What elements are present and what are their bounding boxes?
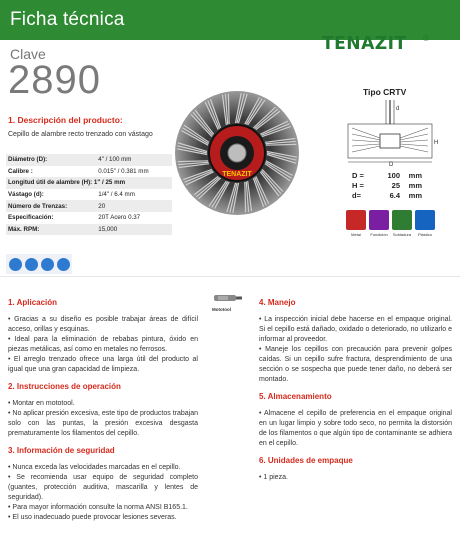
spec-row [6,166,172,178]
spec-row [6,212,172,224]
section-heading: 2. Instrucciones de operación [8,382,121,391]
page-title: Ficha técnica [10,9,125,30]
section-heading: 3. Información de seguridad [8,446,115,455]
dimension-value: 100 [387,171,400,180]
brush-tuft-wire [178,161,208,162]
brand-logo: TENAZIT [322,33,407,54]
spec-label: Calibre : [8,167,33,175]
section-heading: 6. Unidades de empaque [259,456,353,465]
section-paragraph: • 1 pieza. [259,474,288,481]
mototool-label: Mototool [212,307,231,312]
spec-table [6,154,172,235]
soldadura-material-label: Soldadura [392,232,412,237]
brush-tuft-wire [228,94,229,124]
diagram-label-H: H [434,140,439,146]
dimension-value: 25 [391,181,400,190]
plastico-material-icon [415,210,435,230]
dimension-row [352,181,422,191]
dimension-row [352,171,422,181]
dimension-key: D = [352,171,364,180]
spec-value: 0.015" / 0.381 mm [98,167,149,175]
dimension-unit: mm [408,181,422,190]
spec-value: 4" / 100 mm [92,154,172,166]
description-text: Cepillo de alambre recto trenzado con vástago [8,131,153,138]
clave-label: Clave [10,46,46,62]
fundicion-material-label: Fundición [370,232,388,237]
spec-label: Especificación: [8,214,54,222]
spec-label: Número de Trenzas: [6,200,92,212]
plastico-material-label: Plástico [417,232,432,237]
spec-label: Máx. RPM: [6,224,92,236]
brush-tuft-wire [245,182,246,212]
section-heading: 5. Almacenamiento [259,392,332,401]
diagram-label-d: d [396,106,400,112]
section-paragraph: • Ideal para la eliminación de rebabas pintura, óxido en piezas metálicas, así como en metales no ferrosos. [8,336,198,353]
fundicion-material-icon [369,210,389,230]
spec-row [6,224,172,236]
spec-row [6,177,172,189]
dimension-diagram [340,98,440,168]
ear-protection-icon [25,258,38,271]
left-column [8,298,198,523]
brush-tuft-wire [266,144,296,145]
description-heading: 1. Descripción del producto: [8,115,123,125]
spec-value: 15,000 [92,224,172,236]
dimension-values [352,171,422,201]
mototool-icon [212,290,244,306]
section-heading: 4. Manejo [259,298,296,307]
section-paragraph: • Montar en mototool. [8,400,75,407]
gloves-icon [9,258,22,271]
section-paragraph: • El uso inadecuado puede provocar lesiones severas. [8,514,177,521]
spec-value: 20 [92,200,172,212]
spec-row [6,189,172,201]
brush-brand-label: TENAZIT [222,171,252,178]
spec-row [6,200,172,212]
section-paragraph: • La inspección inicial debe hacerse en el empaque original. Si el cepillo está dañado, oxidado o deteriorado, no utilizarlo e informar al proveedor. [259,316,452,343]
section-divider [0,276,460,277]
metal-material-label: Metal [351,232,361,237]
brush-shank [228,144,246,162]
dimension-unit: mm [408,191,422,200]
diagram-label-D: D [389,162,394,168]
brand-registered-mark: ® [423,34,429,43]
section-paragraph: • Nunca exceda las velocidades marcadas en el cepillo. [8,464,181,471]
dimension-key: H = [352,181,364,190]
product-image-wire-brush [172,88,302,218]
soldadura-material-icon [392,210,412,230]
spec-row [6,154,172,166]
goggles-icon [57,258,70,271]
section-paragraph: • Para mayor información consulte la norma ANSI B165.1. [8,504,188,511]
dimension-key: d= [352,191,361,200]
spec-label: Vástago (d): [8,191,44,199]
section-heading: 1. Aplicación [8,298,58,307]
right-column [259,298,452,483]
section-paragraph: • Almacene el cepillo de preferencia en el empaque original en un lugar limpio y sobre todo seco, no permita la distorsión de los filamentos o que algún tipo de contaminante se adhiera en el cepillo. [259,410,452,447]
spec-label: Longitud útil de alambre (H): 1" / 25 mm [6,177,172,189]
section-paragraph: • El arreglo trenzado ofrece una larga útil del producto al igual que una gran capacidad de limpieza. [8,356,198,373]
mask-icon [41,258,54,271]
spec-label: Diámetro (D): [6,154,92,166]
dimension-unit: mm [408,171,422,180]
dimension-row [352,191,422,201]
section-paragraph: • Gracias a su diseño es posible trabajar áreas de difícil acceso, orillas y esquinas. [8,316,198,333]
metal-material-icon [346,210,366,230]
clave-number: 2890 [8,58,101,102]
section-paragraph: • Maneje los cepillos con precaución para prevenir golpes caídas. Si un cepillo sufre fractura, desprendimiento de una sección o se sospecha que puede tener daño, no deberá ser montado. [259,346,452,383]
section-paragraph: • No aplicar presión excesiva, este tipo de productos trabajan solo con las puntas, la presión excesiva desgasta prematuramente los filamentos del cepillo. [8,410,199,437]
section-paragraph: • Se recomienda usar equipo de seguridad completo (guantes, protección auditiva, mascarilla y lentes de seguridad). [8,474,198,501]
dimension-value: 6.4 [389,191,400,200]
spec-value: 1/4" / 6.4 mm [98,191,135,199]
spec-value: 20T Acero 0.37 [98,214,141,222]
diagram-title: Tipo CRTV [363,87,407,97]
